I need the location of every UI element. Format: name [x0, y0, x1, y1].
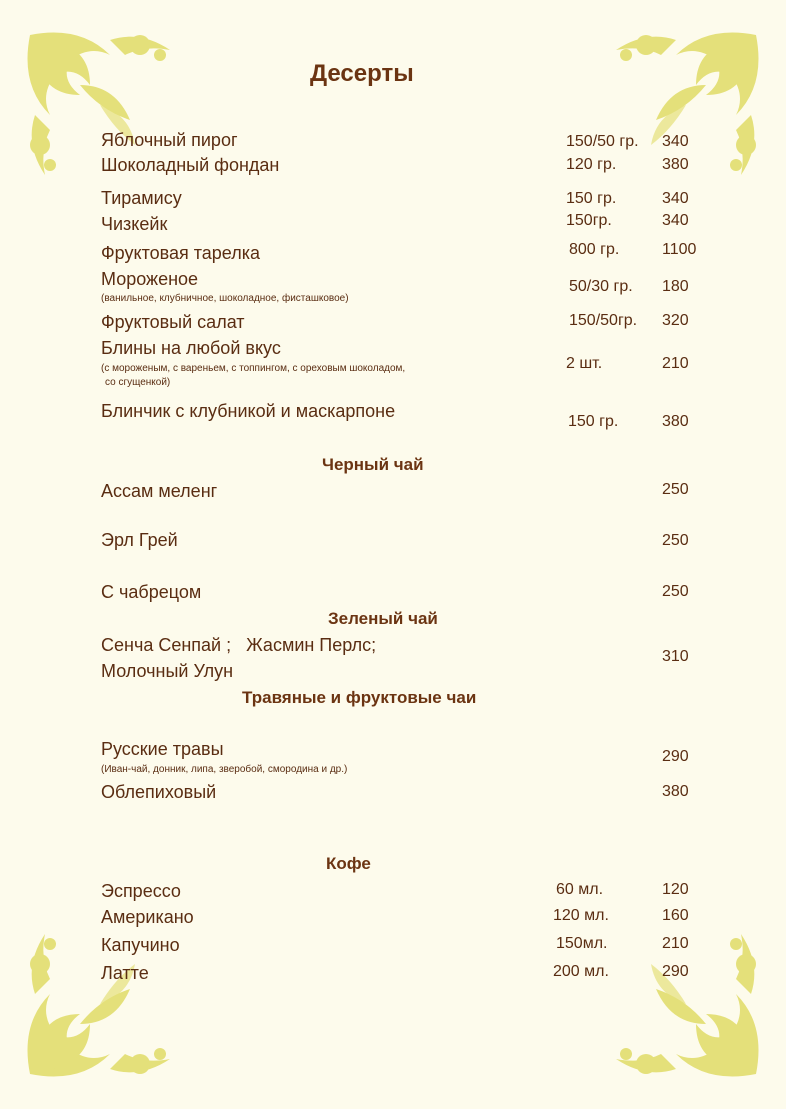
menu-item-price: 290	[662, 748, 689, 765]
menu-item-name: Русские травы	[101, 739, 224, 759]
menu-item-portion: 150/50 гр.	[566, 133, 639, 150]
menu-item-price: 210	[662, 935, 689, 952]
menu-item-price: 380	[662, 156, 689, 173]
section-title-black-tea: Черный чай	[322, 455, 424, 474]
menu-item-note: (ванильное, клубничное, шоколадное, фисташковое)	[101, 293, 349, 304]
menu-item-name: Блины на любой вкус	[101, 338, 281, 358]
menu-item-price: 250	[662, 481, 689, 498]
menu-item-price: 290	[662, 963, 689, 980]
menu-item-price: 320	[662, 312, 689, 329]
section-title-herbal-tea: Травяные и фруктовые чаи	[242, 688, 477, 707]
menu-item-price: 1100	[662, 241, 697, 258]
menu-item-name: Сенча Сенпай ; Жасмин Перлс;	[101, 635, 377, 655]
menu-item-price: 250	[662, 532, 689, 549]
menu-item-name: Фруктовая тарелка	[101, 243, 261, 263]
menu-item-portion: 150 гр.	[566, 190, 617, 207]
menu-item-name: Фруктовый салат	[101, 312, 245, 332]
menu-item-portion: 150/50гр.	[569, 312, 638, 329]
menu-item-name: Яблочный пирог	[101, 130, 238, 150]
menu-item-price: 340	[662, 133, 689, 150]
section-title-green-tea: Зеленый чай	[328, 609, 438, 628]
menu-item-name: Капучино	[101, 935, 180, 955]
menu-item-name: Тирамису	[101, 188, 182, 208]
menu-item-price: 310	[662, 648, 689, 665]
page-title: Десерты	[310, 60, 414, 87]
menu-item-name: Шоколадный фондан	[101, 155, 280, 175]
floral-corner-ornament-icon	[20, 25, 210, 215]
menu-item-name: Блинчик с клубникой и маскарпоне	[101, 401, 396, 421]
menu-item-name: Американо	[101, 907, 194, 927]
menu-item-portion: 120 мл.	[553, 907, 609, 924]
menu-item-portion: 50/30 гр.	[569, 278, 633, 295]
menu-item-note: (Иван-чай, донник, липа, зверобой, смородина и др.)	[101, 764, 348, 775]
menu-item-portion: 150 гр.	[568, 413, 619, 430]
menu-item-name: Молочный Улун	[101, 661, 234, 681]
menu-item-name: Мороженое	[101, 269, 199, 289]
menu-item-note: со сгущенкой)	[105, 377, 171, 388]
menu-item-name: Облепиховый	[101, 782, 217, 802]
menu-item-portion: 120 гр.	[566, 156, 617, 173]
menu-item-name: Эрл Грей	[101, 530, 178, 550]
menu-item-name: Эспрессо	[101, 881, 181, 901]
menu-item-price: 380	[662, 783, 689, 800]
menu-item-price: 120	[662, 881, 689, 898]
menu-item-portion: 150гр.	[566, 212, 612, 229]
menu-item-portion: 800 гр.	[569, 241, 620, 258]
menu-item-name: С чабрецом	[101, 582, 202, 602]
menu-item-name: Чизкейк	[101, 214, 168, 234]
menu-item-price: 250	[662, 583, 689, 600]
menu-item-price: 210	[662, 355, 689, 372]
menu-item-price: 340	[662, 190, 689, 207]
menu-item-portion: 60 мл.	[556, 881, 604, 898]
menu-item-name: Ассам меленг	[101, 481, 218, 501]
menu-item-price: 180	[662, 278, 689, 295]
menu-item-price: 160	[662, 907, 689, 924]
section-title-coffee: Кофе	[326, 854, 371, 873]
menu-item-portion: 150мл.	[556, 935, 608, 952]
menu-item-price: 380	[662, 413, 689, 430]
menu-item-portion: 2 шт.	[566, 355, 603, 372]
menu-item-name: Латте	[101, 963, 149, 983]
floral-corner-ornament-icon	[576, 25, 766, 215]
menu-item-portion: 200 мл.	[553, 963, 609, 980]
menu-item-price: 340	[662, 212, 689, 229]
menu-item-note: (с мороженым, с вареньем, с топпингом, с ореховым шоколадом,	[101, 363, 406, 374]
